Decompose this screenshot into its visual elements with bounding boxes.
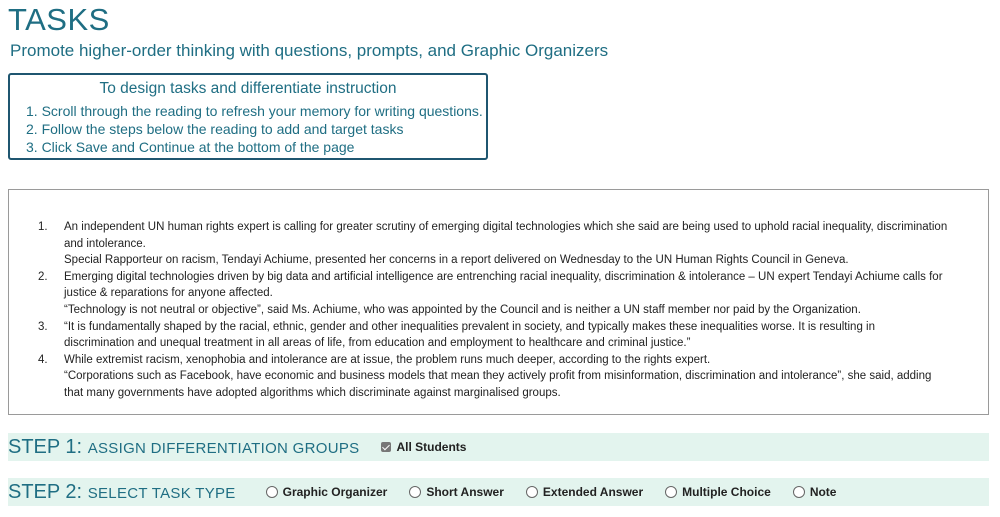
task-type-label: Short Answer [426,485,504,499]
reading-paragraph: “Technology is not neutral or objective”, said Ms. Achiume, who was appointed by the Council and is neither a UN staff member nor paid by the Organization. [64,303,861,316]
radio-icon[interactable] [793,486,805,498]
reading-list [9,190,988,402]
reading-item [9,352,988,402]
step2-label: STEP 2: [8,480,83,503]
instructions-list [10,102,486,156]
task-type-note[interactable] [793,485,837,499]
instruction-item: 2. Follow the steps below the reading to add and target tasks [26,121,404,137]
step2-sublabel: SELECT TASK TYPE [87,484,236,502]
reading-panel[interactable] [8,189,989,415]
reading-paragraph: “It is fundamentally shaped by the racial, ethnic, gender and other inequalities prevalent in society, and typically makes these inequalities worse. It is resulting in discrimination and unequal treatment in all areas of life, from education and employment to healthcare and criminal justice.” [64,320,875,350]
instructions-box [8,73,488,160]
task-type-graphic-organizer[interactable] [266,485,388,499]
reading-paragraph: An independent UN human rights expert is calling for greater scrutiny of emerging digital technologies which she said are being used to uphold racial inequality, discrimination and intolerance. [64,221,948,250]
reading-item-number: 3. [38,320,48,333]
reading-paragraph: Special Rapporteur on racism, Tendayi Achiume, presented her concerns in a report delivered on Wednesday to the UN Human Rights Council in Geneva. [64,254,849,267]
reading-item [9,269,988,319]
step2-bar [8,478,989,506]
checkbox-checked-icon[interactable] [381,442,391,452]
reading-item-number: 1. [38,221,48,233]
step1-label: STEP 1: [8,435,83,458]
task-type-label: Note [809,485,837,499]
reading-paragraph: While extremist racism, xenophobia and intolerance are at issue, the problem runs much deeper, according to the rights expert. [64,353,711,366]
step1-bar [8,433,989,461]
task-type-label: Graphic Organizer [282,485,388,499]
radio-icon[interactable] [266,486,278,498]
radio-icon[interactable] [665,486,677,498]
page-title: TASKS [8,2,110,37]
task-type-label: Multiple Choice [682,485,771,499]
instruction-item: 3. Click Save and Continue at the bottom of the page [26,139,355,155]
task-type-short-answer[interactable] [409,485,504,499]
radio-icon[interactable] [526,486,538,498]
reading-item [9,319,988,352]
step1-sublabel: ASSIGN DIFFERENTIATION GROUPS [87,439,360,457]
reading-paragraph: “Corporations such as Facebook, have economic and business models that mean they actively profit from misinformation, discrimination and intolerance”, she said, adding that many governments have adopted algorithms which discriminate against marginalised groups. [64,370,932,399]
task-type-multiple-choice[interactable] [665,485,771,499]
task-type-label: Extended Answer [542,485,644,499]
reading-item-number: 4. [38,353,48,366]
instructions-title: To design tasks and differentiate instruction [99,80,397,97]
task-type-extended-answer[interactable] [526,485,643,499]
reading-paragraph: Emerging digital technologies driven by big data and artificial intelligence are entrenching racial inequality, discrimination & intolerance – UN expert Tendayi Achiume calls for justice & reparations for anyone affected. [64,270,943,300]
page-subtitle: Promote higher-order thinking with questions, prompts, and Graphic Organizers [10,41,609,60]
reading-item [9,219,988,269]
all-students-label: All Students [396,440,467,454]
step1-heading [8,436,359,459]
radio-icon[interactable] [409,486,421,498]
step2-heading [8,481,236,504]
instruction-item: 1. Scroll through the reading to refresh your memory for writing questions. [26,103,483,119]
all-students-checkbox[interactable] [381,440,466,454]
reading-item-number: 2. [38,270,48,283]
